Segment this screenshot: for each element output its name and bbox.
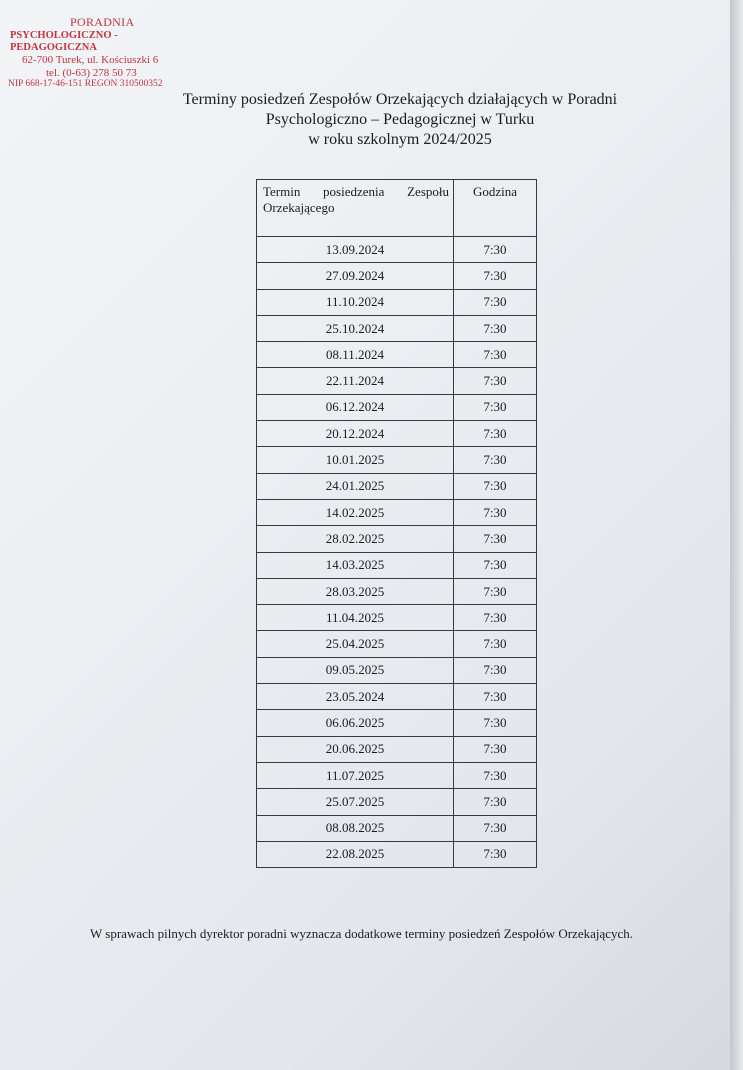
time-cell: 7:30 bbox=[454, 789, 537, 815]
table-row bbox=[257, 736, 537, 762]
title-line-1: Terminy posiedzeń Zespołów Orzekających działających w Poradni bbox=[182, 91, 618, 108]
document-title bbox=[120, 90, 680, 150]
date-cell: 08.11.2024 bbox=[257, 342, 454, 368]
time-cell: 7:30 bbox=[454, 526, 537, 552]
title-line-2: Psychologiczno – Pedagogicznej w Turku bbox=[265, 111, 535, 128]
table-row bbox=[257, 263, 537, 289]
date-cell: 11.10.2024 bbox=[257, 289, 454, 315]
table-row bbox=[257, 815, 537, 841]
date-cell: 22.11.2024 bbox=[257, 368, 454, 394]
table-row bbox=[257, 368, 537, 394]
header-time: Godzina bbox=[454, 180, 537, 237]
date-cell: 27.09.2024 bbox=[257, 263, 454, 289]
time-cell: 7:30 bbox=[454, 605, 537, 631]
time-cell: 7:30 bbox=[454, 762, 537, 788]
time-cell: 7:30 bbox=[454, 631, 537, 657]
time-cell: 7:30 bbox=[454, 578, 537, 604]
time-cell: 7:30 bbox=[454, 315, 537, 341]
table-row bbox=[257, 237, 537, 263]
time-cell: 7:30 bbox=[454, 657, 537, 683]
table-header-row bbox=[257, 180, 537, 237]
table-row bbox=[257, 789, 537, 815]
page-edge bbox=[730, 0, 743, 1070]
time-cell: 7:30 bbox=[454, 710, 537, 736]
date-cell: 14.02.2025 bbox=[257, 499, 454, 525]
date-cell: 09.05.2025 bbox=[257, 657, 454, 683]
date-cell: 06.12.2024 bbox=[257, 394, 454, 420]
date-cell: 20.06.2025 bbox=[257, 736, 454, 762]
table-row bbox=[257, 578, 537, 604]
date-cell: 23.05.2024 bbox=[257, 684, 454, 710]
schedule-table bbox=[256, 179, 537, 868]
time-cell: 7:30 bbox=[454, 841, 537, 867]
time-cell: 7:30 bbox=[454, 368, 537, 394]
table-row bbox=[257, 499, 537, 525]
date-cell: 06.06.2025 bbox=[257, 710, 454, 736]
institution-stamp bbox=[8, 16, 198, 90]
date-cell: 14.03.2025 bbox=[257, 552, 454, 578]
stamp-line-name: PORADNIA bbox=[70, 15, 135, 29]
date-cell: 25.04.2025 bbox=[257, 631, 454, 657]
time-cell: 7:30 bbox=[454, 421, 537, 447]
date-cell: 11.04.2025 bbox=[257, 605, 454, 631]
time-cell: 7:30 bbox=[454, 263, 537, 289]
table-row bbox=[257, 684, 537, 710]
time-cell: 7:30 bbox=[454, 237, 537, 263]
table-row bbox=[257, 342, 537, 368]
date-cell: 20.12.2024 bbox=[257, 421, 454, 447]
time-cell: 7:30 bbox=[454, 499, 537, 525]
time-cell: 7:30 bbox=[454, 394, 537, 420]
date-cell: 28.02.2025 bbox=[257, 526, 454, 552]
table-row bbox=[257, 631, 537, 657]
stamp-line-type: PSYCHOLOGICZNO - PEDAGOGICZNA bbox=[10, 29, 118, 53]
table-row bbox=[257, 447, 537, 473]
table-row bbox=[257, 710, 537, 736]
table-row bbox=[257, 289, 537, 315]
stamp-line-ids: NIP 668-17-46-151 REGON 310500352 bbox=[8, 79, 163, 90]
title-line-3: w roku szkolnym 2024/2025 bbox=[308, 131, 492, 148]
stamp-line-address: 62-700 Turek, ul. Kościuszki 6 bbox=[22, 53, 159, 66]
date-cell: 22.08.2025 bbox=[257, 841, 454, 867]
table-row bbox=[257, 473, 537, 499]
table-row bbox=[257, 315, 537, 341]
time-cell: 7:30 bbox=[454, 473, 537, 499]
time-cell: 7:30 bbox=[454, 342, 537, 368]
table-row bbox=[257, 394, 537, 420]
date-cell: 24.01.2025 bbox=[257, 473, 454, 499]
header-date: Termin posiedzenia Zespołu Orzekającego bbox=[257, 180, 454, 237]
stamp-line-phone: tel. (0-63) 278 50 73 bbox=[46, 66, 137, 79]
table-row bbox=[257, 421, 537, 447]
table-row bbox=[257, 762, 537, 788]
table-row bbox=[257, 605, 537, 631]
date-cell: 10.01.2025 bbox=[257, 447, 454, 473]
time-cell: 7:30 bbox=[454, 736, 537, 762]
time-cell: 7:30 bbox=[454, 289, 537, 315]
time-cell: 7:30 bbox=[454, 684, 537, 710]
table-row bbox=[257, 526, 537, 552]
table-row bbox=[257, 657, 537, 683]
date-cell: 08.08.2025 bbox=[257, 815, 454, 841]
table-row bbox=[257, 841, 537, 867]
schedule-body bbox=[257, 237, 537, 868]
date-cell: 13.09.2024 bbox=[257, 237, 454, 263]
table-row bbox=[257, 552, 537, 578]
date-cell: 25.07.2025 bbox=[257, 789, 454, 815]
date-cell: 28.03.2025 bbox=[257, 578, 454, 604]
time-cell: 7:30 bbox=[454, 815, 537, 841]
date-cell: 11.07.2025 bbox=[257, 762, 454, 788]
footer-note: W sprawach pilnych dyrektor poradni wyznacza dodatkowe terminy posiedzeń Zespołów Orzekających. bbox=[90, 926, 634, 941]
date-cell: 25.10.2024 bbox=[257, 315, 454, 341]
time-cell: 7:30 bbox=[454, 552, 537, 578]
time-cell: 7:30 bbox=[454, 447, 537, 473]
